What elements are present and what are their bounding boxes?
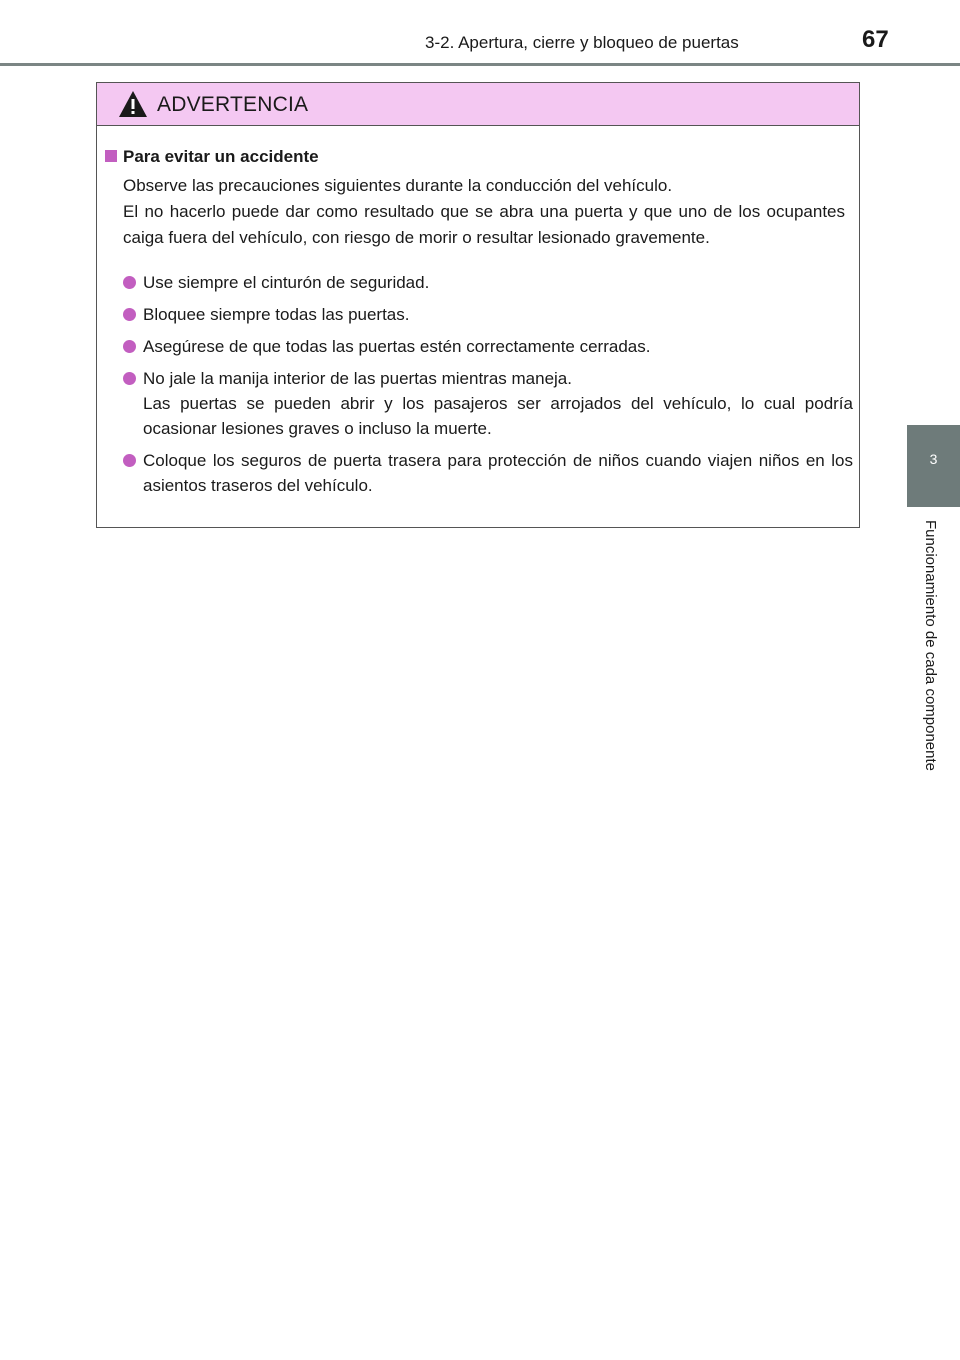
- list-item-text: Coloque los seguros de puerta trasera para protección de niños cuando viajen niños en los asientos traseros del vehículo.: [143, 451, 853, 495]
- list-item-text: Bloquee siempre todas las puertas.: [143, 305, 410, 324]
- chapter-title: Funcionamiento de cada componente: [922, 520, 939, 772]
- bullet-dot-icon: [123, 276, 136, 289]
- chapter-tab: [907, 425, 960, 507]
- bullet-dot-icon: [123, 372, 136, 385]
- list-item: [123, 302, 853, 327]
- intro-rest: El no hacerlo puede dar como resultado que se abra una puerta y que uno de los ocupantes caiga fuera del vehículo, con riesgo de morir o resultar lesionado gravemente.: [123, 202, 845, 247]
- page-number: 67: [862, 26, 889, 53]
- intro-paragraph: [123, 173, 845, 251]
- list-item: [123, 270, 853, 295]
- list-item-detail: Las puertas se pueden abrir y los pasajeros ser arrojados del vehículo, lo cual podría ocasionar lesiones graves o incluso la muerte.: [143, 394, 853, 438]
- bullet-dot-icon: [123, 308, 136, 321]
- warning-box: [96, 82, 860, 528]
- section-heading: [105, 146, 319, 168]
- list-item-text: Asegúrese de que todas las puertas estén correctamente cerradas.: [143, 337, 651, 356]
- list-item: [123, 448, 853, 498]
- square-bullet-icon: [105, 150, 117, 162]
- list-item: [123, 366, 853, 441]
- page-header: [0, 0, 960, 66]
- section-heading-text: Para evitar un accidente: [123, 147, 319, 166]
- list-item-text: Use siempre el cinturón de seguridad.: [143, 273, 430, 292]
- warning-title: ADVERTENCIA: [157, 93, 309, 116]
- warning-header: [97, 83, 859, 126]
- bullet-dot-icon: [123, 454, 136, 467]
- warning-triangle-icon: [117, 89, 149, 119]
- intro-line: Observe las precauciones siguientes durante la conducción del vehículo.: [123, 176, 673, 195]
- chapter-label-container: [918, 520, 942, 830]
- bullet-dot-icon: [123, 340, 136, 353]
- list-item-text: No jale la manija interior de las puertas mientras maneja.: [143, 369, 572, 388]
- section-title: 3-2. Apertura, cierre y bloqueo de puertas: [425, 33, 739, 52]
- list-item: [123, 334, 853, 359]
- chapter-number: 3: [929, 451, 938, 467]
- header-divider: [0, 63, 960, 66]
